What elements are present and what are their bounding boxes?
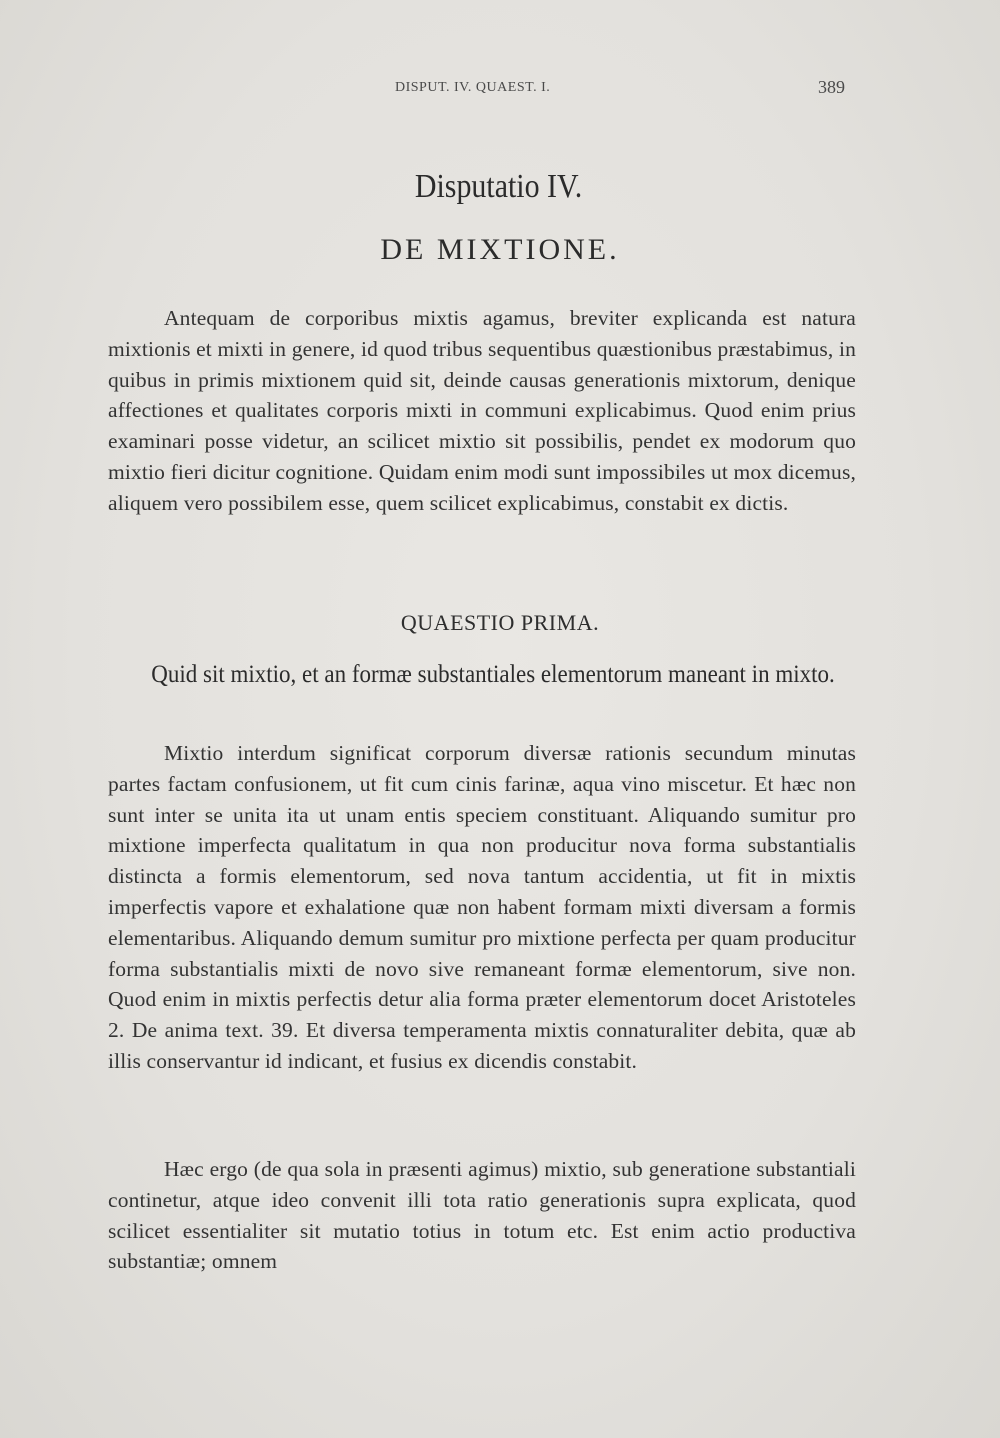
body-paragraph-1-text: Mixtio interdum significat corporum diversæ rationis secundum minutas partes factam confusionem, ut fit cum cinis farinæ, aqua vino miscetur. Et hæc non sunt inter se unita ita ut unam entis speciem constituant. Aliquando sumitur pro mixtione imperfecta qualitatum in qua non producitur nova forma substantialis distincta a formis elementorum, sed nova tantum accidentia, ut fit in mixtis imperfectis vapore et exhalatione quæ non habent formam mixti diversam a formis elementaribus. Aliquando demum sumitur pro mixtione perfecta per quam producitur forma substantialis mixti de novo sive remaneant formæ elementorum, sive non. Quod enim in mixtis perfectis detur alia forma præter elementorum docet Aristoteles 2. De anima text. 39. Et diversa temperamenta mixtis connaturaliter debita, quæ ab illis conservantur id indicant, et fusius ex dicendis constabit.	[108, 741, 856, 1073]
body-paragraph-2	[108, 1154, 856, 1277]
quaestio-title: Quid sit mixtio, et an formæ substantiales elementorum maneant in mixto.	[151, 661, 835, 688]
running-head: DISPUT. IV. QUAEST. I.	[395, 80, 551, 95]
body-paragraph-2-text: Hæc ergo (de qua sola in præsenti agimus) mixtio, sub generatione substantiali continetur, atque ideo convenit illi tota ratio generationis supra explicata, quod scilicet essentialiter sit mutatio totius in totum etc. Est enim actio productiva substantiæ; omnem	[108, 1157, 856, 1274]
quaestio-heading: QUAESTIO PRIMA.	[400, 610, 600, 635]
intro-paragraph	[108, 303, 856, 519]
chapter-title: DE MIXTIONE.	[380, 233, 620, 266]
body-paragraph-1	[108, 738, 856, 1077]
page-number: 389	[818, 77, 845, 97]
intro-paragraph-text: Antequam de corporibus mixtis agamus, breviter explicanda est natura mixtionis et mixti in genere, id quod tribus sequentibus quæstionibus præstabimus, in quibus in primis mixtionem quid sit, deinde causas generationis mixtorum, denique affectiones et qualitates corporis mixti in communi explicabimus. Quod enim prius examinari posse videtur, an scilicet mixtio sit possibilis, pendet ex modorum quo mixtio fieri dicitur cognitione. Quidam enim modi sunt impossibiles ut mox dicemus, aliquem vero possibilem esse, quem scilicet explicabimus, constabit ex dictis.	[108, 306, 856, 515]
disputatio-heading: Disputatio IV.	[414, 168, 583, 205]
